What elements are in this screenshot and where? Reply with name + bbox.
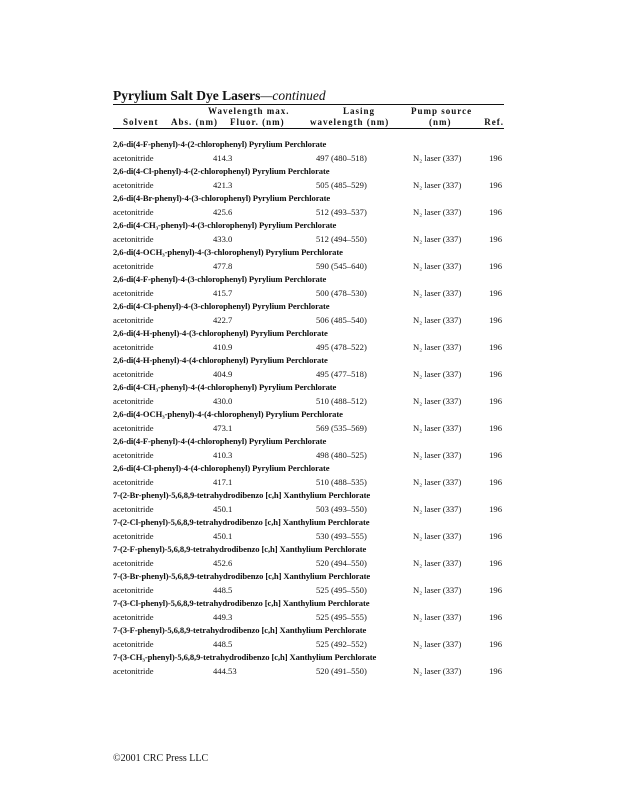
table-entry	[113, 571, 504, 598]
ref-cell: 196	[489, 531, 502, 541]
solvent-cell: acetonitride	[113, 396, 154, 406]
solvent-cell: acetonitride	[113, 504, 154, 514]
abs-cell: 417.1	[213, 477, 233, 487]
header-lasing: Lasing	[343, 106, 376, 116]
lasing-cell: 525 (495–555)	[316, 612, 367, 622]
compound-name: 2,6-di(4-H-phenyl)-4-(3-chlorophenyl) Pyrylium Perchlorate	[113, 328, 328, 338]
pump-cell: N₂ laser (337)	[413, 450, 462, 460]
pump-cell: N₂ laser (337)	[413, 315, 462, 325]
lasing-cell: 569 (535–569)	[316, 423, 367, 433]
solvent-cell: acetonitride	[113, 153, 154, 163]
compound-name: 7-(3-Br-phenyl)-5,6,8,9-tetrahydrodibenzo [c,h] Xanthylium Perchlorate	[113, 571, 371, 581]
header-ref: Ref.	[484, 117, 504, 127]
header-rule	[113, 128, 504, 129]
table-header	[113, 105, 504, 128]
ref-cell: 196	[489, 477, 502, 487]
lasing-cell: 525 (495–550)	[316, 585, 367, 595]
lasing-cell: 530 (493–555)	[316, 531, 367, 541]
lasing-cell: 495 (477–518)	[316, 369, 367, 379]
header-pump-source: Pump source	[411, 106, 473, 116]
table-body	[113, 139, 504, 679]
pump-cell: N₂ laser (337)	[413, 531, 462, 541]
ref-cell: 196	[489, 396, 502, 406]
header-lasing-wavelength: wavelength (nm)	[310, 117, 390, 127]
lasing-cell: 520 (491–550)	[316, 666, 367, 676]
lasing-cell: 498 (480–525)	[316, 450, 367, 460]
abs-cell: 422.7	[213, 315, 233, 325]
abs-cell: 477.8	[213, 261, 233, 271]
table-entry	[113, 274, 504, 301]
pump-cell: N₂ laser (337)	[413, 477, 462, 487]
compound-name: 7-(3-F-phenyl)-5,6,8,9-tetrahydrodibenzo [c,h] Xanthylium Perchlorate	[113, 625, 367, 635]
abs-cell: 448.5	[213, 585, 233, 595]
table-entry	[113, 193, 504, 220]
ref-cell: 196	[489, 612, 502, 622]
pump-cell: N₂ laser (337)	[413, 423, 462, 433]
table-entry	[113, 598, 504, 625]
solvent-cell: acetonitride	[113, 234, 154, 244]
lasing-cell: 510 (488–512)	[316, 396, 367, 406]
compound-name: 2,6-di(4-OCH₃-phenyl)-4-(3-chlorophenyl) Pyrylium Perchlorate	[113, 247, 343, 257]
table-entry	[113, 355, 504, 382]
ref-cell: 196	[489, 342, 502, 352]
lasing-cell: 503 (493–550)	[316, 504, 367, 514]
pump-cell: N₂ laser (337)	[413, 585, 462, 595]
lasing-cell: 512 (494–550)	[316, 234, 367, 244]
ref-cell: 196	[489, 504, 502, 514]
table-entry	[113, 301, 504, 328]
compound-name: 7-(3-Cl-phenyl)-5,6,8,9-tetrahydrodibenzo [c,h] Xanthylium Perchlorate	[113, 598, 370, 608]
table-entry	[113, 382, 504, 409]
solvent-cell: acetonitride	[113, 261, 154, 271]
abs-cell: 450.1	[213, 504, 233, 514]
pump-cell: N₂ laser (337)	[413, 288, 462, 298]
table-entry	[113, 220, 504, 247]
solvent-cell: acetonitride	[113, 342, 154, 352]
ref-cell: 196	[489, 666, 502, 676]
pump-cell: N₂ laser (337)	[413, 558, 462, 568]
table-entry	[113, 544, 504, 571]
table-entry	[113, 139, 504, 166]
copyright-footer: ©2001 CRC Press LLC	[113, 753, 209, 764]
table-title-suffix: —continued	[260, 88, 326, 103]
pump-cell: N₂ laser (337)	[413, 639, 462, 649]
solvent-cell: acetonitride	[113, 531, 154, 541]
table-entry	[113, 625, 504, 652]
solvent-cell: acetonitride	[113, 369, 154, 379]
table-title-main: Pyrylium Salt Dye Lasers	[113, 88, 261, 103]
lasing-cell: 520 (494–550)	[316, 558, 367, 568]
abs-cell: 425.6	[213, 207, 233, 217]
ref-cell: 196	[489, 153, 502, 163]
ref-cell: 196	[489, 585, 502, 595]
lasing-cell: 495 (478–522)	[316, 342, 367, 352]
ref-cell: 196	[489, 207, 502, 217]
lasing-cell: 512 (493–537)	[316, 207, 367, 217]
compound-name: 7-(2-F-phenyl)-5,6,8,9-tetrahydrodibenzo [c,h] Xanthylium Perchlorate	[113, 544, 367, 554]
pump-cell: N₂ laser (337)	[413, 666, 462, 676]
compound-name: 2,6-di(4-CH₃-phenyl)-4-(3-chlorophenyl) Pyrylium Perchlorate	[113, 220, 337, 230]
compound-name: 2,6-di(4-Cl-phenyl)-4-(2-chlorophenyl) Pyrylium Perchlorate	[113, 166, 330, 176]
lasing-cell: 510 (488–535)	[316, 477, 367, 487]
abs-cell: 410.9	[213, 342, 233, 352]
pump-cell: N₂ laser (337)	[413, 612, 462, 622]
ref-cell: 196	[489, 261, 502, 271]
pump-cell: N₂ laser (337)	[413, 342, 462, 352]
header-solvent: Solvent	[123, 117, 159, 127]
abs-cell: 450.1	[213, 531, 233, 541]
abs-cell: 448.5	[213, 639, 233, 649]
ref-cell: 196	[489, 180, 502, 190]
abs-cell: 430.0	[213, 396, 233, 406]
lasing-cell: 500 (478–530)	[316, 288, 367, 298]
ref-cell: 196	[489, 288, 502, 298]
lasing-cell: 497 (480–518)	[316, 153, 367, 163]
solvent-cell: acetonitride	[113, 423, 154, 433]
compound-name: 7-(3-CH₃-phenyl)-5,6,8,9-tetrahydrodibenzo [c,h] Xanthylium Perchlorate	[113, 652, 377, 662]
solvent-cell: acetonitride	[113, 477, 154, 487]
solvent-cell: acetonitride	[113, 558, 154, 568]
lasing-cell: 590 (545–640)	[316, 261, 367, 271]
lasing-cell: 525 (492–552)	[316, 639, 367, 649]
pump-cell: N₂ laser (337)	[413, 207, 462, 217]
table-entry	[113, 490, 504, 517]
solvent-cell: acetonitride	[113, 585, 154, 595]
ref-cell: 196	[489, 450, 502, 460]
pump-cell: N₂ laser (337)	[413, 261, 462, 271]
ref-cell: 196	[489, 234, 502, 244]
abs-cell: 410.3	[213, 450, 233, 460]
pump-cell: N₂ laser (337)	[413, 234, 462, 244]
table-entry	[113, 328, 504, 355]
abs-cell: 452.6	[213, 558, 233, 568]
compound-name: 2,6-di(4-Br-phenyl)-4-(3-chlorophenyl) Pyrylium Perchlorate	[113, 193, 331, 203]
abs-cell: 449.3	[213, 612, 233, 622]
abs-cell: 433.0	[213, 234, 233, 244]
table-entry	[113, 652, 504, 679]
pump-cell: N₂ laser (337)	[413, 396, 462, 406]
abs-cell: 414.3	[213, 153, 233, 163]
compound-name: 7-(2-Cl-phenyl)-5,6,8,9-tetrahydrodibenzo [c,h] Xanthylium Perchlorate	[113, 517, 370, 527]
ref-cell: 196	[489, 423, 502, 433]
lasing-cell: 506 (485–540)	[316, 315, 367, 325]
abs-cell: 444.53	[213, 666, 237, 676]
pump-cell: N₂ laser (337)	[413, 180, 462, 190]
abs-cell: 421.3	[213, 180, 233, 190]
pump-cell: N₂ laser (337)	[413, 369, 462, 379]
compound-name: 2,6-di(4-F-phenyl)-4-(3-chlorophenyl) Pyrylium Perchlorate	[113, 274, 327, 284]
solvent-cell: acetonitride	[113, 450, 154, 460]
table-entry	[113, 463, 504, 490]
ref-cell: 196	[489, 315, 502, 325]
pump-cell: N₂ laser (337)	[413, 153, 462, 163]
table-entry	[113, 166, 504, 193]
table-entry	[113, 517, 504, 544]
table-entry	[113, 436, 504, 463]
compound-name: 2,6-di(4-H-phenyl)-4-(4-chlorophenyl) Pyrylium Perchlorate	[113, 355, 328, 365]
solvent-cell: acetonitride	[113, 207, 154, 217]
solvent-cell: acetonitride	[113, 180, 154, 190]
document-page	[113, 88, 504, 679]
table-title	[113, 88, 504, 104]
lasing-cell: 505 (485–529)	[316, 180, 367, 190]
compound-name: 2,6-di(4-OCH₃-phenyl)-4-(4-chlorophenyl) Pyrylium Perchlorate	[113, 409, 343, 419]
solvent-cell: acetonitride	[113, 315, 154, 325]
compound-name: 2,6-di(4-F-phenyl)-4-(2-chlorophenyl) Pyrylium Perchlorate	[113, 139, 327, 149]
solvent-cell: acetonitride	[113, 612, 154, 622]
header-wavelength-max: Wavelength max.	[208, 106, 290, 116]
ref-cell: 196	[489, 558, 502, 568]
compound-name: 2,6-di(4-CH₃-phenyl)-4-(4-chlorophenyl) Pyrylium Perchlorate	[113, 382, 337, 392]
abs-cell: 415.7	[213, 288, 233, 298]
table-entry	[113, 247, 504, 274]
header-fluor: Fluor. (nm)	[230, 117, 285, 127]
solvent-cell: acetonitride	[113, 639, 154, 649]
abs-cell: 404.9	[213, 369, 233, 379]
table-entry	[113, 409, 504, 436]
compound-name: 7-(2-Br-phenyl)-5,6,8,9-tetrahydrodibenzo [c,h] Xanthylium Perchlorate	[113, 490, 371, 500]
pump-cell: N₂ laser (337)	[413, 504, 462, 514]
compound-name: 2,6-di(4-Cl-phenyl)-4-(3-chlorophenyl) Pyrylium Perchlorate	[113, 301, 330, 311]
solvent-cell: acetonitride	[113, 288, 154, 298]
abs-cell: 473.1	[213, 423, 233, 433]
ref-cell: 196	[489, 369, 502, 379]
compound-name: 2,6-di(4-Cl-phenyl)-4-(4-chlorophenyl) Pyrylium Perchlorate	[113, 463, 330, 473]
header-abs: Abs. (nm)	[171, 117, 219, 127]
header-pump-unit: (nm)	[429, 117, 452, 127]
ref-cell: 196	[489, 639, 502, 649]
solvent-cell: acetonitride	[113, 666, 154, 676]
compound-name: 2,6-di(4-F-phenyl)-4-(4-chlorophenyl) Pyrylium Perchlorate	[113, 436, 327, 446]
